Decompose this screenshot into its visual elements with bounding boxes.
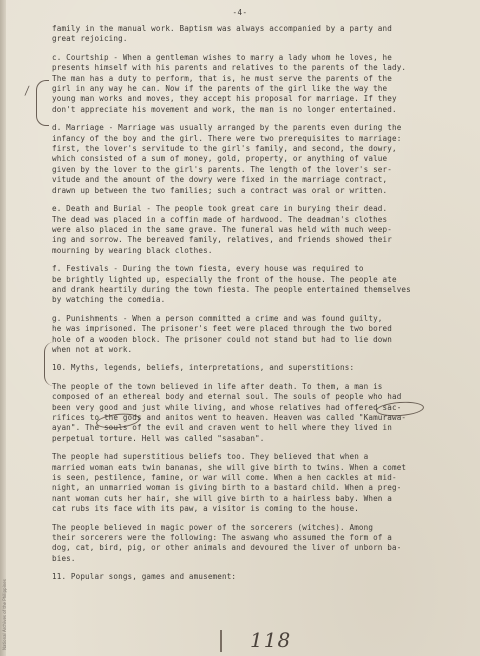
text-line: given by the lover to the girl's parents. The length of the lover's ser- — [52, 164, 392, 174]
text-line: their sorcerers were the following: The aswang who assumed the form of a — [52, 533, 392, 543]
fold-mark — [220, 630, 222, 652]
pen-mark-icon: ⁄ — [25, 83, 29, 99]
text-line: and drank heartily during the town fiesta. The people entertained themselves — [52, 284, 411, 294]
text-line: rifices to the gods and anitos went to heaven. Heaven was called "Kamurawa- — [52, 413, 407, 422]
text-line: bies. — [52, 553, 76, 563]
marriage-heading-line: d. Marriage - Marriage was usually arranged by the parents even during the — [52, 123, 402, 133]
festivals-heading-line: f. Festivals - During the town fiesta, every house was required to — [52, 264, 364, 274]
text-line: ing and sorrow. The bereaved family, relatives, and friends showed their — [52, 235, 392, 245]
text-line: The people of the town believed in life after death. To them, a man is — [52, 381, 383, 391]
text-line: he was imprisoned. The prisoner's feet were placed through the two bored — [52, 324, 392, 334]
text-line: were also placed in the same grave. The funeral was held with much weep- — [52, 224, 392, 234]
text-line: vitude and the amount of the dowry were fixed in the marriage contract, — [52, 175, 388, 185]
text-line: drawn up between the two families; such a contract was oral or written. — [52, 185, 388, 195]
text-line: infancy of the boy and the girl. There were two prerequisites to marriage: — [52, 133, 402, 143]
text-line: family in the manual work. Baptism was always accompanied by a party and — [52, 24, 392, 33]
text-line: mourning by wearing black clothes. — [52, 245, 213, 255]
section-10-heading: 10. Myths, legends, beliefs, interpretations, and superstitions: — [52, 363, 355, 373]
text-line: presents himself with his parents and relatives to the parents of the lady. — [52, 63, 407, 73]
text-line: hole of a wooden block. The prisoner could not stand but had to lie down — [52, 334, 392, 344]
text-line: The people had superstitious beliefs too. They believed that when a — [52, 452, 369, 462]
death-heading-line: e. Death and Burial - The people took great care in burying their dead. — [52, 204, 388, 214]
text-line: married woman eats twin bananas, she will give birth to twins. When a comet — [52, 462, 407, 472]
text-line: composed of an ethereal body and eternal soul. The souls of people who had — [52, 392, 402, 402]
text-line: great rejoicing. — [52, 34, 128, 44]
page-edge-shadow — [0, 0, 6, 656]
section-11-heading: 11. Popular songs, games and amusement: — [52, 572, 237, 582]
text-line: nant woman cuts her hair, she will give birth to a hairless baby. When a — [52, 493, 392, 503]
courtship-heading-line: c. Courtship - When a gentleman wishes to marry a lady whom he loves, he — [52, 52, 392, 62]
text-line: first, the lover's servitude to the girl's family, and second, the dowry, — [52, 144, 397, 154]
text-line: The man has a duty to perform, that is, he must serve the parents of the — [52, 73, 392, 83]
typed-body — [52, 24, 472, 583]
text-line: dog, cat, bird, pig, or other animals and devoured the liver of unborn ba- — [52, 543, 402, 553]
text-line: cat rubs its face with its paw, a visitor is coming to the house. — [52, 504, 359, 514]
text-line: been very good and just while living, and whose relatives had offered sac- — [52, 402, 402, 412]
text-line: when not at work. — [52, 344, 133, 354]
text-line: don't appreciate his movement and work, the man is no longer entertained. — [52, 104, 397, 114]
text-line: young man works and moves, they accept his proposal for marriage. If they — [52, 94, 397, 104]
text-line: ayan". The souls of the evil and craven went to hell where they lived in — [52, 423, 392, 433]
archive-margin-note: National Archives of the Philippines — [2, 579, 7, 650]
text-line: by watching the comedia. — [52, 295, 166, 305]
text-line: The people believed in magic power of the sorcerers (witches). Among — [52, 522, 374, 532]
text-line: perpetual torture. Hell was called "sasaban". — [52, 433, 265, 443]
text-line: is seen, pestilence, famine, or war will come. When a hen cackles at mid- — [52, 473, 397, 483]
text-line: night, an unmarried woman is giving birth to a bastard child. When a preg- — [52, 483, 402, 493]
text-line: The dead was placed in a coffin made of hardwood. The deadman's clothes — [52, 214, 388, 224]
page-number: -4- — [232, 8, 248, 17]
text-line: which consisted of a sum of money, gold, property, or anything of value — [52, 154, 388, 164]
text-line: girl in any way he can. Now if the parents of the girl like the way the — [52, 84, 388, 94]
text-line: be brightly lighted up, especially the front of the house. The people ate — [52, 274, 397, 284]
courtship-bracket-mark — [36, 80, 49, 126]
handwritten-page-number: 118 — [250, 628, 292, 652]
punishments-heading-line: g. Punishments - When a person committed a crime and was found guilty, — [52, 313, 383, 323]
